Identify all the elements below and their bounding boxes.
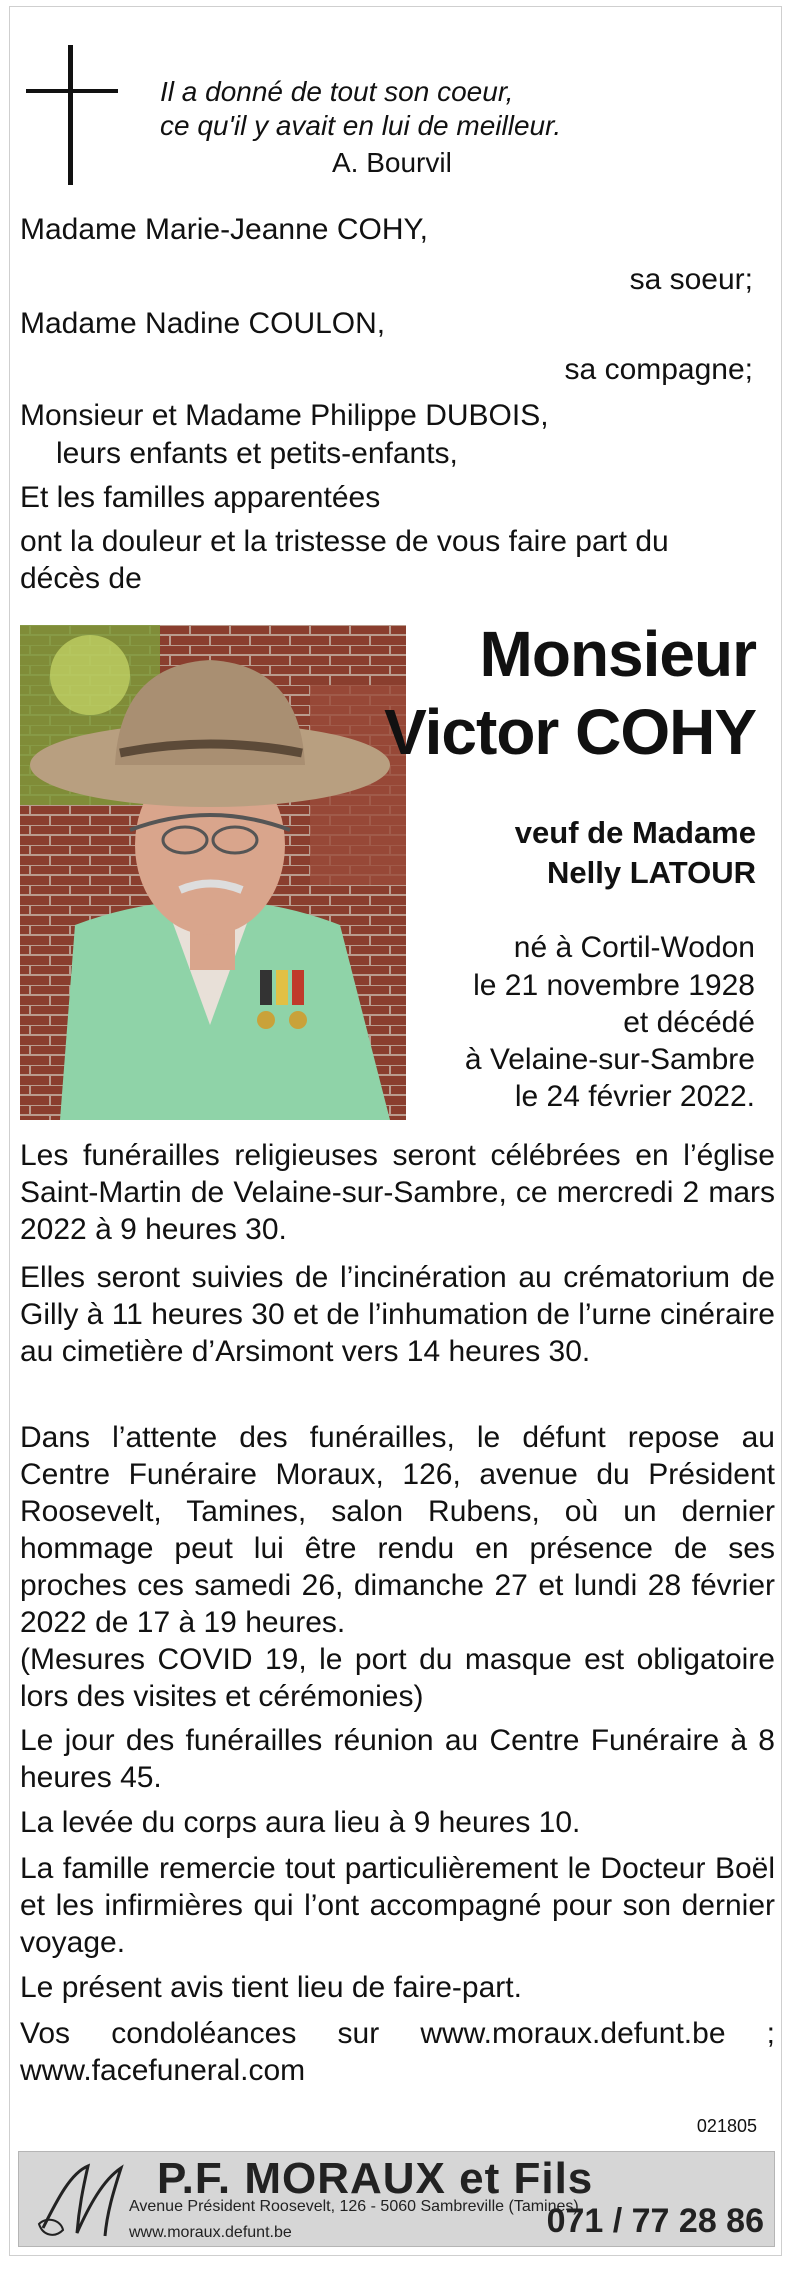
birth-place: né à Cortil-Wodon — [513, 931, 755, 964]
family-relatives: Et les familles apparentées — [20, 481, 381, 514]
family-member-dubois-descendants: leurs enfants et petits-enfants, — [56, 437, 458, 470]
visitation-paragraph: Dans l’attente des funérailles, le défunt repose au Centre Funéraire Moraux, 126, avenue du Président Roosevelt, Tamines, salon Rubens, où un dernier hommage peut lui être rendu en présence de ses proches ces samedi 26, dimanche 27 et lundi 28 février 2022 de 17 à 19 heures. — [20, 1421, 775, 1639]
thanks-paragraph: La famille remercie tout particulièrement le Docteur Boël et les infirmières qui l’ont accompagné pour son dernier voyage. — [20, 1852, 775, 1959]
family-role-partner: sa compagne; — [564, 353, 753, 386]
epigraph-line-2: ce qu'il y avait en lui de meilleur. — [160, 110, 562, 141]
funeral-home-name: P.F. MORAUX et Fils — [157, 2154, 594, 2203]
death-place: à Velaine-sur-Sambre — [464, 1043, 755, 1076]
funeral-home-website[interactable]: www.moraux.defunt.be — [129, 2224, 292, 2241]
death-date: le 24 février 2022. — [514, 1080, 755, 1113]
moraux-logo-icon — [33, 2158, 143, 2242]
widow-line-1: veuf de Madame — [514, 815, 756, 850]
announcement-line-2: décès de — [20, 562, 142, 595]
funeral-paragraph: Les funérailles religieuses seront célébrées en l’église Saint-Martin de Velaine-sur-Sambre, ce mercredi 2 mars 2022 à 9 heures 30. — [20, 1139, 775, 1246]
family-member-sister: Madame Marie-Jeanne COHY, — [20, 213, 428, 246]
cremation-paragraph: Elles seront suivies de l’incinération au crématorium de Gilly à 11 heures 30 et de l’inhumation de l’urne cinéraire au cimetière d’Arsimont vers 14 heures 30. — [20, 1261, 775, 1368]
epigraph — [160, 75, 562, 178]
covid-paragraph: (Mesures COVID 19, le port du masque est obligatoire lors des visites et cérémonies) — [20, 1643, 775, 1713]
epigraph-line-1: Il a donné de tout son coeur, — [160, 76, 514, 107]
deceased-name: Victor COHY — [384, 696, 756, 768]
funeral-home-address: Avenue Président Roosevelt, 126 - 5060 Sambreville (Tamines) — [129, 2198, 579, 2215]
epigraph-author: A. Bourvil — [332, 147, 452, 178]
notice-paragraph: Le présent avis tient lieu de faire-part. — [20, 1971, 522, 2004]
cross-icon — [26, 45, 86, 185]
family-role-sister: sa soeur; — [629, 263, 753, 296]
funeral-home-banner — [18, 2151, 775, 2247]
departure-paragraph: La levée du corps aura lieu à 9 heures 10. — [20, 1806, 581, 1839]
obituary-notice — [9, 6, 782, 2256]
birth-date: le 21 novembre 1928 — [473, 969, 755, 1002]
portrait-photo — [20, 625, 406, 1120]
family-member-dubois: Monsieur et Madame Philippe DUBOIS, — [20, 399, 549, 432]
family-member-partner: Madame Nadine COULON, — [20, 307, 386, 340]
deceased-title: Monsieur — [479, 618, 756, 690]
meeting-paragraph: Le jour des funérailles réunion au Centre Funéraire à 8 heures 45. — [20, 1724, 775, 1794]
condolences-paragraph: Vos condoléances sur www.moraux.defunt.be ; www.facefuneral.com — [20, 2017, 775, 2087]
announcement-line-1: ont la douleur et la tristesse de vous faire part du — [20, 525, 669, 558]
widow-line-2: Nelly LATOUR — [547, 855, 756, 890]
funeral-home-phone[interactable]: 071 / 77 28 86 — [546, 2202, 764, 2240]
reference-number: 021805 — [696, 2116, 757, 2136]
death-intro: et décédé — [623, 1006, 755, 1039]
